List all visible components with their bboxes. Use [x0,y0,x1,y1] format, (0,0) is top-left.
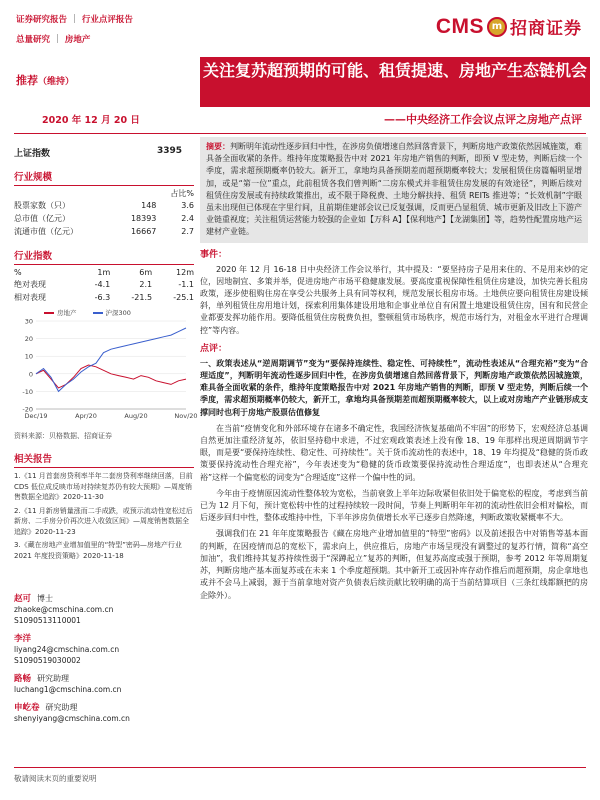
analyst-card [14,701,194,724]
comment-paragraph: 在当前“疫情变化和外部环境存在诸多不确定性，我国经济恢复基础尚不牢固”的形势下，宏观经济总基调自然更加注重经济复苏，依旧坚持稳中求进，不过宏观政策表述上没有像 18、19 年那样出现逆周期调节字眼，而是要“要保持连续性、稳定性、可持续性”。关于货币流动性的表述中，18、19 年均提及“稳健的货币政策要保持流动性合理充裕”，今年表述变为“稳健的货币政策要保持流动性合理适度”，也即表述从“合理充裕”这样一个偏宽松的词变为“合理适度”这样一个偏中性的词。 [200,423,588,482]
events-paragraph: 2020 年 12 月 16-18 日中央经济工作会议举行，其中提及：“要坚持房子是用来住的、不是用来炒的定位，因地制宜、多策并举，促进房地产市场平稳健康发展。要高度重视保障性租赁住房建设，加快完善长租房政策，逐步使租购住房在享受公共服务上具有同等权利，规范发展长租房市场。土地供应要向租赁住房建设倾斜，单列租赁住房用地计划，探索利用集体建设用地和企事业单位自有闲置土地建设租赁住房，国有和民营企业都要发挥功能作用。要降低租赁住房税费负担，整顿租赁市场秩序，规范市场行为，对租金水平进行合理调控”等内容。 [200,264,588,335]
logo-cms-text: CMS [435,14,484,38]
logo-badge-icon: m [487,17,507,37]
col-header: 6m [139,268,153,277]
related-report-item[interactable]: 3.《藏在房地产业增加值里的“特型”密码—房地产行业 2021 年度投资策略》2020-11-18 [14,541,182,560]
analyst-name: 李洋 [14,634,32,644]
analyst-name: 路畅 [14,674,32,684]
table-row [14,225,194,238]
separator: | [73,14,76,24]
col-header: 1m [97,268,111,277]
cell: -1.1 [178,280,194,289]
analyst-card [14,632,194,666]
abstract-box [200,137,588,243]
analyst-list [14,592,194,730]
logo-company-name: 招商证券 [510,19,582,39]
row-pct: 2.4 [181,214,194,223]
row-value: 18393 [130,214,157,223]
legend-label: 沪深300 [105,309,131,317]
index-value: 3395 [156,146,182,156]
report-type-row [16,12,216,26]
related-report-item[interactable]: 2.《11 月新房销量涨而二手成跌，或预示流动性宽松过后新房、二手房分价再次进入收敛区间》—周度销售数据全追踪》2020-11-23 [14,506,193,536]
company-logo [436,14,582,39]
analyst-card [14,592,194,626]
rating-label: 推荐 [16,74,38,87]
row-label: 股票家数（只） [14,201,70,210]
analyst-email[interactable]: shenyiyang@cmschina.com.cn [14,714,130,723]
x-tick-label: Nov/20 [174,412,198,420]
x-tick-label: Aug/20 [124,412,148,420]
sector-name: 房地产 [64,35,91,45]
main-content [200,137,588,602]
related-reports-title: 相关报告 [14,451,194,468]
series-line-房地产 [36,365,186,388]
comment-paragraph: 强调我们在 21 年年度策略报告《藏在房地产业增加值里的“特型”密码》以及前述报告中对销售等基本面的判断，在因疫情而总的宽松下，需求向上，供应推后，房地产市场呈现没有调整过的复苏行情，简称“高空加油”，我们维持其复苏持续性弱于“深蹲起立”复苏的判断，但复苏高度或强于预期，参考 2012 年等周期复苏，判断房地产基本面复苏或在未来 1 个季度超预期。其中新开工或因补库存动作推后而超预期，房企拿地也或并不会马上减弱，源于当前拿地对资产负债表后续贡献比较明确的高于当前结算项目（三条红线都额把的房企除外）。 [200,529,588,600]
x-tick-label: Apr/20 [75,412,97,420]
comment-paragraph: 今年由于疫情原因流动性整体较为宽松，当前衰敛上半年边际收紧但依旧处于偏宽松的程度，考虑到当前已为 12 月下旬，预计宽松转中性的过程持续较一段时间，节奏上判断明年年初的流动性依旧会相对偏松，而后逐步回归中性，整体或维持中性，下半年涉房负债增长水平已逐步自然降速，判断政策收紧概率不大。 [200,488,588,523]
row-value: 16667 [130,227,157,236]
report-subtitle: ——中央经济工作会议点评之房地产点评 [384,113,582,126]
analyst-role: 博士 [37,594,54,603]
cell: -25.1 [173,293,194,302]
y-tick-label: 30 [24,317,33,326]
analyst-email[interactable]: liyang24@cmschina.com.cn [14,645,120,654]
cell: -4.1 [94,280,111,289]
analyst-card [14,672,194,695]
report-date: 2020 年 12 月 20 日 [42,115,140,126]
research-type: 总量研究 [16,35,51,45]
sidebar [14,140,198,561]
report-title: 关注复苏超预期的可能、租赁提速、房地产生态链机会 [200,57,590,107]
row-label: 流通市值（亿元） [14,227,78,236]
abstract-label: 摘要： [206,142,230,151]
analyst-email[interactable]: zhaoke@cmschina.com.cn [14,605,114,614]
col-header: 12m [176,268,194,277]
row-label: 绝对表现 [14,280,46,289]
y-tick-label: 10 [24,352,33,361]
cell: -21.5 [131,293,153,302]
y-tick-label: -10 [22,387,33,396]
chart-legend [44,308,194,317]
report-header [16,12,216,46]
footer-divider [14,767,586,768]
row-label: 总市值（亿元） [14,214,70,223]
header-divider [14,133,586,134]
row-pct: 2.7 [181,227,194,236]
rating [16,72,74,88]
row-value: 148 [141,201,157,210]
report-type: 证券研究报告 [16,15,68,25]
legend-item-real-estate [44,308,77,317]
series-line-沪深300 [36,328,186,391]
table-row [14,199,194,212]
related-reports-list [14,471,194,561]
abstract-text: 判断明年流动性逐步回归中性，在涉房负债增速自然回落背景下，判断房地产政策依然因城施策，难具备全面收紧的条件。维持年度策略报告中对 2021 年房地产销售的判断，即预 V 型走势，判断后续一个季度，需求超预期概率仍较大。新开工，拿地均具备预期差而超预期概率较大；发展租赁住房篇幅明显增加，或是“第一位”重点，此前租赁各我们曾判断“二房东模式并非租赁住房发展的有效途径”，判断后续对租赁住房发展或有持续政策推出，或不限于降税费、土地分解扶持、租赁 REITs 推进等；“长效机制”字眼虽未出现但已体现在字里行间，且前期佳建部会议已反复强调，反而更凸显租赁、城市更新及旧改上下游产业链重视度；关注租赁运营能力较强的企业如【万科 A】【保利地产】【龙湖集团】等，趋势性配置房地产运建材产业链。 [206,142,583,237]
legend-label: 房地产 [57,309,77,317]
table-row [14,278,194,291]
table-row [14,212,194,225]
basic-data-title: 行业规模 [14,169,194,186]
x-tick-label: Dec/19 [24,412,48,420]
analyst-role: 研究助理 [37,674,70,683]
rating-sub: （维持） [38,77,75,87]
basic-data-table [14,188,194,238]
y-tick-label: 0 [28,370,33,379]
analyst-email[interactable]: luchang1@cmschina.com.cn [14,685,122,694]
table-row [14,291,194,304]
performance-table [14,267,194,304]
table-header-row [14,267,194,278]
col-header: % [14,268,22,277]
performance-title: 行业指数 [14,248,194,265]
report-subtype: 行业点评报告 [81,15,133,25]
footer-note: 敬请阅读末页的重要说明 [14,774,97,783]
analyst-license: S1090513110001 [14,616,81,625]
related-report-item[interactable]: 1.《11 月首套房贷利率半年二套房贷利率继续回落，目前 CDS 低位成反映市场对持续复苏仍有较大预期》—周度销售数据全追踪》2020-11-30 [14,472,193,501]
index-row [14,146,194,159]
analyst-name: 赵可 [14,594,32,604]
cell: 2.1 [139,280,153,289]
pct-header: 占比% [170,189,194,198]
separator: | [56,34,59,44]
analyst-license: S1090519030002 [14,656,81,665]
analyst-role: 研究助理 [45,703,78,712]
chart-source: 资料来源：贝格数据、招商证券 [14,432,112,440]
comment-heading: 点评： [200,343,228,354]
line-chart-svg [14,317,198,425]
y-tick-label: 20 [24,335,33,344]
performance-chart [14,308,198,427]
table-header-row [14,188,194,199]
comment-point-one: 一、政策表述从“逆周期调节”变为“要保持连续性、稳定性、可持续性”，流动性表述从“合理充裕”变为“合理适度”，判断明年流动性逐步回归中性，在涉房负债增速自然回落背景下，判断房地产政策依然因城施策，难具备全面收紧的条件，维持年度策略报告中对 2021 年房地产销售的判断，即预 V 型走势，判断后续一个季度，需求超预期概率仍较大，新开工，拿地均具备预期差而超预期概率较大，以上或对房地产产业链形成支撑同时也利于房地产股票估值修复 [200,358,588,417]
events-heading: 事件： [200,249,228,260]
cell: -6.3 [94,293,111,302]
report-category-row [16,32,216,46]
index-label: 上证指数 [14,149,51,159]
y-tick-label: -20 [22,405,33,414]
row-pct: 3.6 [181,201,194,210]
row-label: 相对表现 [14,293,46,302]
analyst-name: 申屹卷 [14,703,40,713]
legend-item-hs300 [93,308,131,317]
